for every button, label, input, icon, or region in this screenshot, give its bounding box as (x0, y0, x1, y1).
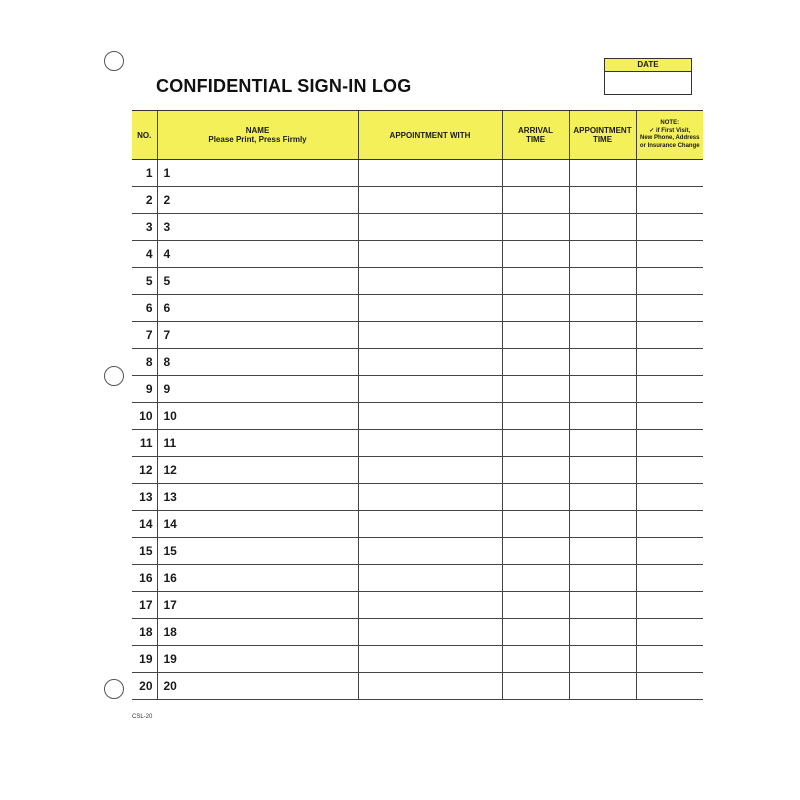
name-cell[interactable] (157, 430, 358, 457)
note-cell[interactable] (636, 538, 703, 565)
note-cell[interactable] (636, 673, 703, 700)
arrival-time-cell[interactable] (502, 403, 569, 430)
header-name-label: NAME (245, 126, 270, 135)
row-number: 12 (132, 457, 157, 484)
name-line-number: 18 (163, 625, 177, 639)
arrival-time-cell[interactable] (502, 160, 569, 187)
name-cell[interactable] (157, 160, 358, 187)
arrival-time-cell[interactable] (502, 457, 569, 484)
note-cell[interactable] (636, 430, 703, 457)
arrival-time-cell[interactable] (502, 619, 569, 646)
appointment-time-cell[interactable] (569, 187, 636, 214)
arrival-time-cell[interactable] (502, 214, 569, 241)
name-cell[interactable] (157, 268, 358, 295)
arrival-time-cell[interactable] (502, 646, 569, 673)
row-number: 3 (132, 214, 157, 241)
appointment-with-cell[interactable] (358, 376, 502, 403)
appointment-time-cell[interactable] (569, 511, 636, 538)
sign-in-table (132, 110, 703, 700)
note-cell[interactable] (636, 619, 703, 646)
appointment-with-cell[interactable] (358, 430, 502, 457)
appointment-with-cell[interactable] (358, 592, 502, 619)
name-line-number: 11 (163, 436, 177, 450)
note-cell[interactable] (636, 187, 703, 214)
row-number: 11 (132, 430, 157, 457)
row-number: 7 (132, 322, 157, 349)
table-row (132, 592, 703, 619)
name-line-number: 8 (163, 355, 171, 369)
note-cell[interactable] (636, 322, 703, 349)
appointment-with-cell[interactable] (358, 565, 502, 592)
note-cell[interactable] (636, 565, 703, 592)
appointment-time-cell[interactable] (569, 592, 636, 619)
header-note-line1: NOTE: (660, 120, 680, 126)
appointment-with-cell[interactable] (358, 349, 502, 376)
name-line-number: 15 (163, 544, 177, 558)
table-row (132, 511, 703, 538)
appointment-with-cell[interactable] (358, 403, 502, 430)
appointment-time-cell[interactable] (569, 457, 636, 484)
arrival-time-cell[interactable] (502, 511, 569, 538)
table-row (132, 565, 703, 592)
row-number: 4 (132, 241, 157, 268)
header-appt-time-line1: APPOINTMENT (573, 126, 632, 135)
appointment-time-cell[interactable] (569, 349, 636, 376)
row-number: 10 (132, 403, 157, 430)
name-cell[interactable] (157, 592, 358, 619)
row-number: 19 (132, 646, 157, 673)
name-cell[interactable] (157, 187, 358, 214)
name-cell[interactable] (157, 673, 358, 700)
row-number: 5 (132, 268, 157, 295)
arrival-time-cell[interactable] (502, 538, 569, 565)
arrival-time-cell[interactable] (502, 430, 569, 457)
appointment-with-cell[interactable] (358, 241, 502, 268)
name-line-number: 4 (163, 247, 171, 261)
name-line-number: 9 (163, 382, 171, 396)
name-cell[interactable] (157, 376, 358, 403)
name-line-number: 10 (163, 409, 177, 423)
arrival-time-cell[interactable] (502, 241, 569, 268)
header-appt-time-line2: TIME (592, 135, 613, 144)
form-code: CSL-20 (132, 714, 153, 720)
name-line-number: 5 (163, 274, 171, 288)
appointment-with-cell[interactable] (358, 187, 502, 214)
form-title: CONFIDENTIAL SIGN-IN LOG (156, 76, 412, 96)
appointment-time-cell[interactable] (569, 376, 636, 403)
appointment-with-cell[interactable] (358, 457, 502, 484)
name-line-number: 13 (163, 490, 177, 504)
header-no: NO. (132, 111, 157, 160)
row-number: 2 (132, 187, 157, 214)
appointment-time-cell[interactable] (569, 430, 636, 457)
note-cell[interactable] (636, 214, 703, 241)
name-cell[interactable] (157, 484, 358, 511)
note-cell[interactable] (636, 268, 703, 295)
note-cell[interactable] (636, 403, 703, 430)
name-line-number: 20 (163, 679, 177, 693)
name-cell[interactable] (157, 403, 358, 430)
appointment-with-cell[interactable] (358, 295, 502, 322)
punch-hole-bottom (104, 679, 124, 699)
name-line-number: 6 (163, 301, 171, 315)
name-cell[interactable] (157, 241, 358, 268)
header-note-line2: ✓ if First Visit, (649, 127, 691, 134)
table-row (132, 646, 703, 673)
table-row (132, 403, 703, 430)
appointment-with-cell[interactable] (358, 646, 502, 673)
arrival-time-cell[interactable] (502, 295, 569, 322)
row-number: 13 (132, 484, 157, 511)
appointment-time-cell[interactable] (569, 484, 636, 511)
note-cell[interactable] (636, 160, 703, 187)
name-line-number: 12 (163, 463, 177, 477)
appointment-with-cell[interactable] (358, 619, 502, 646)
note-cell[interactable] (636, 646, 703, 673)
header-arrival-time (502, 111, 569, 160)
table-row (132, 538, 703, 565)
appointment-time-cell[interactable] (569, 403, 636, 430)
appointment-with-cell[interactable] (358, 673, 502, 700)
table-row (132, 619, 703, 646)
arrival-time-cell[interactable] (502, 187, 569, 214)
header-note-line4: or Insurance Change (639, 142, 700, 149)
appointment-time-cell[interactable] (569, 646, 636, 673)
appointment-time-cell[interactable] (569, 619, 636, 646)
note-cell[interactable] (636, 295, 703, 322)
header-note (636, 111, 703, 160)
row-number: 14 (132, 511, 157, 538)
date-field[interactable] (605, 72, 691, 96)
arrival-time-cell[interactable] (502, 565, 569, 592)
name-line-number: 16 (163, 571, 177, 585)
name-line-number: 17 (163, 598, 177, 612)
table-row (132, 187, 703, 214)
table-row (132, 241, 703, 268)
table-row (132, 376, 703, 403)
header-name (157, 111, 358, 160)
note-cell[interactable] (636, 457, 703, 484)
header-row (132, 111, 703, 160)
name-line-number: 1 (163, 166, 171, 180)
date-label: DATE (605, 59, 691, 72)
appointment-time-cell[interactable] (569, 268, 636, 295)
name-cell[interactable] (157, 457, 358, 484)
header-note-line3: New Phone, Address (640, 135, 700, 141)
table-row (132, 322, 703, 349)
header-arrival-line2: TIME (525, 135, 546, 144)
name-line-number: 2 (163, 193, 171, 207)
arrival-time-cell[interactable] (502, 349, 569, 376)
row-number: 18 (132, 619, 157, 646)
row-number: 1 (132, 160, 157, 187)
name-cell[interactable] (157, 511, 358, 538)
punch-hole-middle (104, 366, 124, 386)
header-appointment-time (569, 111, 636, 160)
table-row (132, 457, 703, 484)
name-line-number: 3 (163, 220, 171, 234)
appointment-with-cell[interactable] (358, 511, 502, 538)
appointment-with-cell[interactable] (358, 484, 502, 511)
row-number: 17 (132, 592, 157, 619)
name-line-number: 19 (163, 652, 177, 666)
appointment-time-cell[interactable] (569, 214, 636, 241)
row-number: 15 (132, 538, 157, 565)
name-cell[interactable] (157, 646, 358, 673)
arrival-time-cell[interactable] (502, 322, 569, 349)
punch-hole-top (104, 51, 124, 71)
appointment-with-cell[interactable] (358, 214, 502, 241)
appointment-time-cell[interactable] (569, 673, 636, 700)
name-cell[interactable] (157, 349, 358, 376)
table-row (132, 484, 703, 511)
row-number: 20 (132, 673, 157, 700)
appointment-time-cell[interactable] (569, 241, 636, 268)
arrival-time-cell[interactable] (502, 592, 569, 619)
table-row (132, 160, 703, 187)
table-row (132, 214, 703, 241)
appointment-time-cell[interactable] (569, 538, 636, 565)
appointment-time-cell[interactable] (569, 295, 636, 322)
note-cell[interactable] (636, 376, 703, 403)
note-cell[interactable] (636, 592, 703, 619)
header-arrival-line1: ARRIVAL (518, 126, 553, 135)
table-row (132, 268, 703, 295)
row-number: 9 (132, 376, 157, 403)
name-cell[interactable] (157, 538, 358, 565)
table-row (132, 673, 703, 700)
row-number: 8 (132, 349, 157, 376)
appointment-with-cell[interactable] (358, 322, 502, 349)
arrival-time-cell[interactable] (502, 268, 569, 295)
note-cell[interactable] (636, 349, 703, 376)
name-cell[interactable] (157, 214, 358, 241)
header-name-subtitle: Please Print, Press Firmly (208, 135, 307, 144)
note-cell[interactable] (636, 241, 703, 268)
name-cell[interactable] (157, 619, 358, 646)
name-line-number: 14 (163, 517, 177, 531)
appointment-with-cell[interactable] (358, 160, 502, 187)
appointment-with-cell[interactable] (358, 268, 502, 295)
name-cell[interactable] (157, 295, 358, 322)
note-cell[interactable] (636, 511, 703, 538)
name-cell[interactable] (157, 322, 358, 349)
appointment-time-cell[interactable] (569, 565, 636, 592)
appointment-with-cell[interactable] (358, 538, 502, 565)
name-cell[interactable] (157, 565, 358, 592)
row-number: 6 (132, 295, 157, 322)
row-number: 16 (132, 565, 157, 592)
date-box (604, 58, 692, 95)
appointment-time-cell[interactable] (569, 322, 636, 349)
arrival-time-cell[interactable] (502, 673, 569, 700)
table-row (132, 295, 703, 322)
appointment-time-cell[interactable] (569, 160, 636, 187)
header-appointment-with: APPOINTMENT WITH (358, 111, 502, 160)
arrival-time-cell[interactable] (502, 376, 569, 403)
note-cell[interactable] (636, 484, 703, 511)
arrival-time-cell[interactable] (502, 484, 569, 511)
table-row (132, 349, 703, 376)
name-line-number: 7 (163, 328, 171, 342)
table-row (132, 430, 703, 457)
